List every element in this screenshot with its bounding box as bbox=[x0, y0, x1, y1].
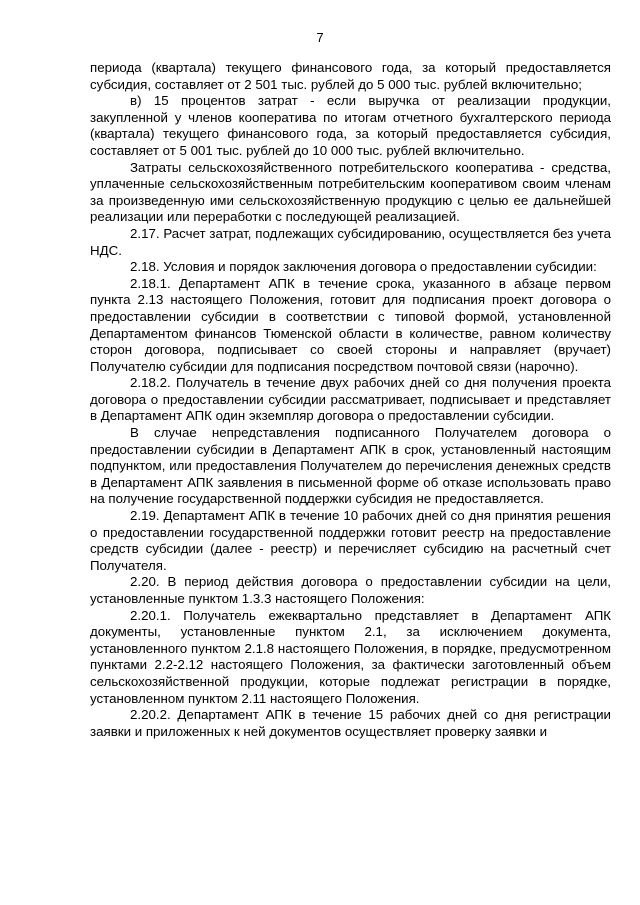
paragraph: 2.19. Департамент АПК в течение 10 рабочих дней со дня принятия решения о предоставлении государственной поддержки готовит реестр на предоставление средств субсидии (далее - реестр) и перечисляет субсидию на расчетный счет Получателя. bbox=[90, 508, 611, 573]
paragraph: 2.20. В период действия договора о предоставлении субсидии на цели, установленные пунктом 1.3.3 настоящего Положения: bbox=[90, 574, 611, 606]
paragraph: Затраты сельскохозяйственного потребительского кооператива - средства, уплаченные сельскохозяйственным потребительским кооперативом своим членам за произведенную ими сельскохозяйственную продукцию с целью ее дальнейшей реализации или переработки с последующей реализацией. bbox=[90, 159, 611, 225]
paragraph: 2.20.2. Департамент АПК в течение 15 рабочих дней со дня регистрации заявки и приложенных к ней документов осуществляет проверку заявки и bbox=[90, 707, 611, 739]
paragraph: 2.18.2. Получатель в течение двух рабочих дней со дня получения проекта договора о предоставлении субсидии рассматривает, подписывает и представляет в Департамент АПК один экземпляр договора о предоставлении субсидии. bbox=[90, 375, 611, 424]
paragraph: периода (квартала) текущего финансового года, за который предоставляется субсидия, составляет от 2 501 тыс. рублей до 5 000 тыс. рублей включительно; bbox=[90, 60, 611, 92]
paragraph: в) 15 процентов затрат - если выручка от реализации продукции, закупленной у членов кооператива по итогам отчетного бухгалтерского периода (квартала) текущего финансового года, за который предоставляется субсидия, составляет от 5 001 тыс. рублей до 10 000 тыс. рублей включительно. bbox=[90, 93, 611, 158]
page-number: 7 bbox=[316, 30, 324, 45]
paragraph: 2.17. Расчет затрат, подлежащих субсидированию, осуществляется без учета НДС. bbox=[90, 225, 611, 258]
paragraph: 2.20.1. Получатель ежеквартально представляет в Департамент АПК документы, установленные пунктом 2.1, за исключением документа, установленного пунктом 2.1.8 настоящего Положения, в порядке, предусмотренном пунктами 2.2-2.12 настоящего Положения, за фактически заготовленный объем сельскохозяйственной продукции, которые подлежат регистрации в порядке, установленном пунктом 2.11 настоящего Положения. bbox=[90, 607, 611, 706]
paragraph: 2.18.1. Департамент АПК в течение срока, указанного в абзаце первом пункта 2.13 настоящего Положения, готовит для подписания проект договора о предоставлении субсидии в соответствии с типовой формой, установленной Департаментом финансов Тюменской области в количестве, равном количеству сторон договора, подписывает со своей стороны и направляет (вручает) Получателю субсидии для подписания посредством почтовой связи (нарочно). bbox=[90, 275, 611, 374]
paragraph: В случае непредставления подписанного Получателем договора о предоставлении субсидии в Департамент АПК в срок, установленный настоящим подпунктом, или предоставления Получателем до перечисления денежных средств в Департамент АПК заявления в письменной форме об отказе использовать право на получение государственной поддержки субсидия не предоставляется. bbox=[90, 425, 611, 507]
paragraph: 2.18. Условия и порядок заключения договора о предоставлении субсидии: bbox=[130, 259, 597, 275]
document-body bbox=[90, 60, 611, 740]
